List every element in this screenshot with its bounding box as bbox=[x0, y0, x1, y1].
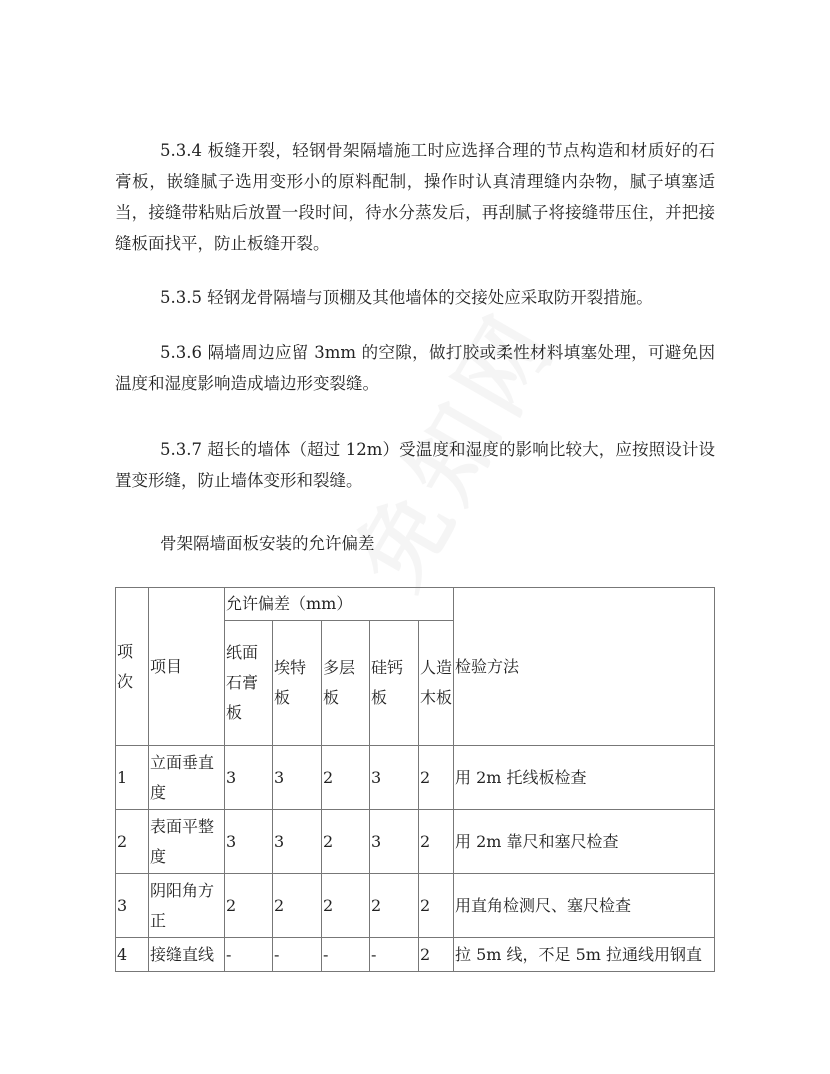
cell-no: 4 bbox=[116, 938, 149, 972]
cell-value: - bbox=[225, 938, 273, 972]
header-item: 项目 bbox=[149, 588, 225, 746]
cell-value: 2 bbox=[322, 874, 370, 938]
table-row bbox=[116, 810, 715, 874]
table-row bbox=[116, 746, 715, 810]
cell-value: 2 bbox=[322, 746, 370, 810]
header-no: 项次 bbox=[116, 588, 149, 746]
cell-value: 2 bbox=[419, 874, 454, 938]
paragraph-5-3-5: 5.3.5 轻钢龙骨隔墙与顶棚及其他墙体的交接处应采取防开裂措施。 bbox=[160, 288, 653, 307]
cell-value: 2 bbox=[419, 810, 454, 874]
cell-method: 用 2m 托线板检查 bbox=[454, 746, 715, 810]
header-col: 多层板 bbox=[322, 621, 370, 746]
cell-method: 拉 5m 线，不足 5m 拉通线用钢直 bbox=[454, 938, 715, 972]
cell-value: 3 bbox=[225, 746, 273, 810]
header-col: 埃特板 bbox=[273, 621, 322, 746]
cell-no: 1 bbox=[116, 746, 149, 810]
cell-value: - bbox=[370, 938, 419, 972]
table-row bbox=[116, 938, 715, 972]
cell-value: 3 bbox=[273, 746, 322, 810]
cell-value: 3 bbox=[225, 810, 273, 874]
paragraph-5-3-7: 5.3.7 超长的墙体（超过 12m）受温度和湿度的影响比较大，应按照设计设置变形缝，防止墙体变形和裂缝。 bbox=[115, 440, 715, 490]
cell-value: 2 bbox=[419, 746, 454, 810]
cell-method: 用直角检测尺、塞尺检查 bbox=[454, 874, 715, 938]
cell-item: 表面平整度 bbox=[149, 810, 225, 874]
paragraph-5-3-4: 5.3.4 板缝开裂，轻钢骨架隔墙施工时应选择合理的节点构造和材质好的石膏板，嵌缝腻子选用变形小的原料配制，操作时认真清理缝内杂物，腻子填塞适当，接缝带粘贴后放置一段时间，待水分蒸发后，再刮腻子将接缝带压住，并把接缝板面找平，防止板缝开裂。 bbox=[115, 141, 715, 253]
paragraph-5-3-6: 5.3.6 隔墙周边应留 3mm 的空隙，做打胶或柔性材料填塞处理，可避免因温度和湿度影响造成墙边形变裂缝。 bbox=[115, 343, 715, 393]
cell-value: 2 bbox=[273, 874, 322, 938]
cell-no: 3 bbox=[116, 874, 149, 938]
cell-item: 阴阳角方正 bbox=[149, 874, 225, 938]
header-tolerance: 允许偏差（mm） bbox=[225, 588, 454, 621]
cell-value: 2 bbox=[322, 810, 370, 874]
cell-value: - bbox=[273, 938, 322, 972]
table-caption: 骨架隔墙面板安装的允许偏差 bbox=[160, 534, 375, 553]
header-col: 人造木板 bbox=[419, 621, 454, 746]
cell-item: 立面垂直度 bbox=[149, 746, 225, 810]
cell-value: 3 bbox=[370, 810, 419, 874]
cell-value: - bbox=[322, 938, 370, 972]
cell-value: 3 bbox=[370, 746, 419, 810]
header-method: 检验方法 bbox=[454, 588, 715, 746]
cell-value: 3 bbox=[273, 810, 322, 874]
cell-value: 2 bbox=[370, 874, 419, 938]
table-row bbox=[116, 874, 715, 938]
header-col: 纸面石膏板 bbox=[225, 621, 273, 746]
cell-value: 2 bbox=[419, 938, 454, 972]
cell-value: 2 bbox=[225, 874, 273, 938]
cell-item: 接缝直线 bbox=[149, 938, 225, 972]
cell-no: 2 bbox=[116, 810, 149, 874]
header-col: 硅钙板 bbox=[370, 621, 419, 746]
tolerance-table bbox=[115, 587, 715, 972]
cell-method: 用 2m 靠尺和塞尺检查 bbox=[454, 810, 715, 874]
